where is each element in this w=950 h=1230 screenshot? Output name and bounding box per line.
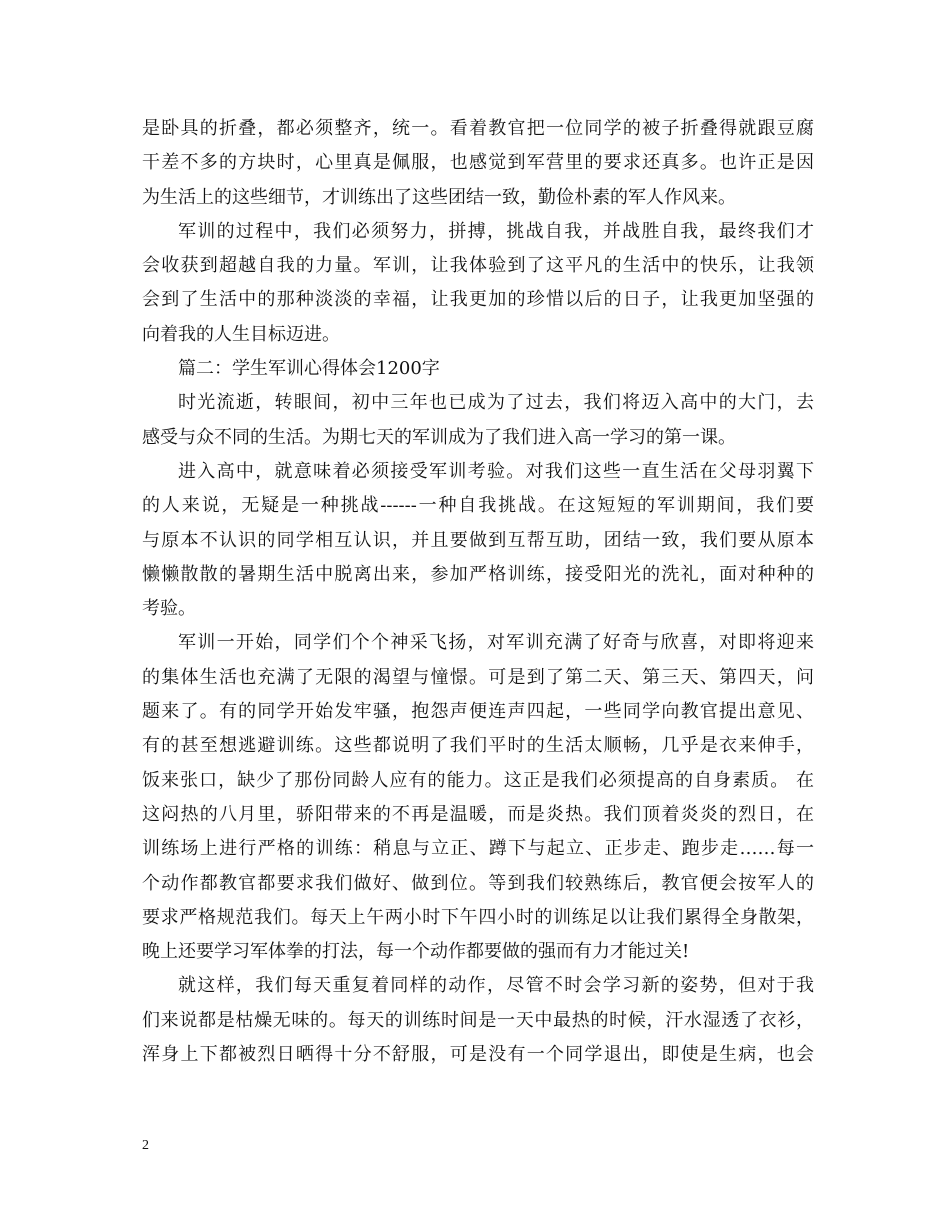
text-line: 晚上还要学习军体拳的打法，每一个动作都要做的强而有力才能过关!	[142, 941, 690, 963]
text-line: 是卧具的折叠，都必须整齐，统一。看着教官把一位同学的被子折叠得就跟豆腐	[142, 118, 814, 139]
text-line: 与原本不认识的同学相互认识，并且要做到互帮互助，团结一致，我们要从原本	[142, 529, 814, 551]
text-line: 就这样，我们每天重复着同样的动作，尽管不时会学习新的姿势，但对于我	[178, 975, 814, 997]
text-line: 感受与众不同的生活。为期七天的军训成为了我们进入高一学习的第一课。	[142, 426, 736, 448]
text-line: 会收获到超越自我的力量。军训，让我体验到了这平凡的生活中的快乐，让我领	[142, 255, 814, 277]
text-line: 军训一开始，同学们个个神采飞扬，对军训充满了好奇与欣喜，对即将迎来	[178, 632, 814, 654]
text-line: 这闷热的八月里，骄阳带来的不再是温暖，而是炎热。我们顶着炎炎的烈日，在	[142, 803, 814, 825]
text-line: 浑身上下都被烈日晒得十分不舒服，可是没有一个同学退出，即使是生病，也会	[142, 1044, 814, 1066]
text-line: 个动作都教官都要求我们做好、做到位。等到我们较熟练后，教官便会按军人的	[142, 872, 814, 894]
text-line: 时光流逝，转眼间，初中三年也已成为了过去，我们将迈入高中的大门，去	[178, 392, 814, 414]
text-line: 干差不多的方块时，心里真是佩服，也感觉到军营里的要求还真多。也许正是因	[142, 152, 814, 174]
text-line: 篇二：学生军训心得体会1200字	[178, 358, 440, 380]
text-line: 要求严格规范我们。每天上午两小时下午四小时的训练足以让我们累得全身散架，	[142, 906, 814, 928]
text-line: 饭来张口，缺少了那份同龄人应有的能力。这正是我们必须提高的自身素质。 在	[142, 769, 814, 791]
text-line: 有的甚至想逃避训练。这些都说明了我们平时的生活太顺畅，几乎是衣来伸手，	[142, 735, 814, 757]
text-line: 的人来说，无疑是一种挑战------一种自我挑战。在这短短的军训期间，我们要	[142, 495, 814, 517]
text-line: 题来了。有的同学开始发牢骚，抱怨声便连声四起，一些同学向教官提出意见、	[142, 701, 814, 723]
text-line: 向着我的人生目标迈进。	[142, 323, 340, 345]
text-line: 们来说都是枯燥无味的。每天的训练时间是一天中最热的时候，汗水湿透了衣衫，	[142, 1009, 814, 1031]
text-line: 训练场上进行严格的训练：稍息与立正、蹲下与起立、正步走、跑步走……每一	[142, 838, 814, 860]
text-line: 懒懒散散的暑期生活中脱离出来，参加严格训练，接受阳光的洗礼，面对种种的	[142, 563, 814, 585]
text-line: 军训的过程中，我们必须努力，拼搏，挑战自我，并战胜自我，最终我们才	[178, 220, 814, 242]
text-line: 会到了生活中的那种淡淡的幸福，让我更加的珍惜以后的日子，让我更加坚强的	[142, 289, 814, 311]
document-body	[142, 112, 814, 1072]
text-line: 考验。	[142, 598, 196, 620]
text-line: 进入高中，就意味着必须接受军训考验。对我们这些一直生活在父母羽翼下	[178, 460, 814, 482]
page-number: 2	[142, 1138, 149, 1153]
text-line: 为生活上的这些细节，才训练出了这些团结一致，勤俭朴素的军人作风来。	[142, 186, 736, 208]
text-line: 的集体生活也充满了无限的渴望与憧憬。可是到了第二天、第三天、第四天，问	[142, 666, 814, 688]
